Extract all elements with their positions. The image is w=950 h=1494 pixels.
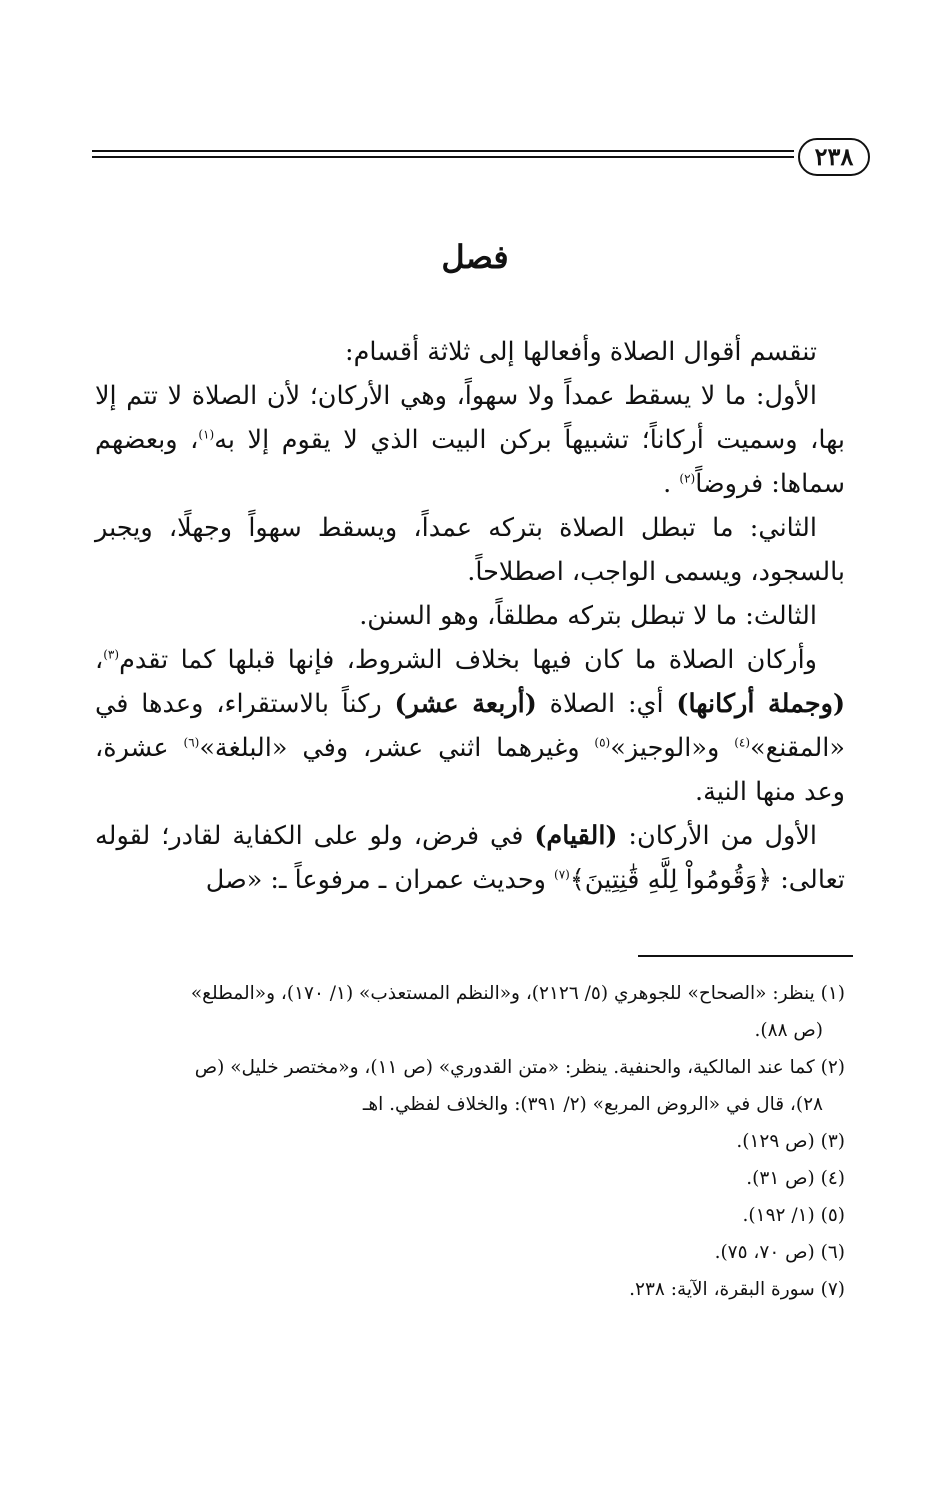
page-header <box>92 138 870 180</box>
text-span: عشرة، وعد منها النية. <box>95 733 845 807</box>
text-span: ، وبعضهم سماها: فروضاً <box>95 425 845 499</box>
footnote-4: (٤) (ص ٣١). <box>746 1168 845 1189</box>
footnote-2-continued: ٢٨)، قال في «الروض المربع» (٢/ ٣٩١): والخلاف لفظي. اهـ <box>362 1094 823 1115</box>
footnote-5: (٥) (١/ ١٩٢). <box>742 1205 845 1226</box>
bold-term: (القيام) <box>534 821 618 851</box>
text-span: الأول من الأركان: <box>617 821 817 851</box>
text-span: ركناً بالاستقراء، وعدها في «المقنع» <box>95 689 845 763</box>
text-span: وأركان الصلاة ما كان فيها بخلاف الشروط، فإنها قبلها كما تقدم <box>119 645 817 675</box>
footnote-ref-3[interactable]: (٣) <box>103 647 120 662</box>
footnote-separator <box>638 955 853 957</box>
footnote-ref-2[interactable]: (٢) <box>679 471 696 486</box>
page-number: ٢٣٨ <box>798 138 870 176</box>
main-text <box>95 330 845 902</box>
footnote-7: (٧) سورة البقرة، الآية: ٢٣٨. <box>629 1279 845 1300</box>
footnotes <box>95 975 845 1308</box>
text-span: أي: الصلاة <box>536 689 677 719</box>
footnote-1: (١) ينظر: «الصحاح» للجوهري (٥/ ٢١٢٦)، و«النظم المستعذب» (١/ ١٧٠)، و«المطلع» <box>190 983 845 1004</box>
footnote-ref-1[interactable]: (١) <box>198 427 215 442</box>
text-span: الأول: ما لا يسقط عمداً ولا سهواً، وهي الأركان؛ لأن الصلاة لا تتم إلا بها، وسميت أركاناً؛ تشبيهاً بركن البيت الذي لا يقوم إلا به <box>95 381 846 455</box>
footnote-3: (٣) (ص ١٢٩). <box>736 1131 845 1152</box>
paragraph-pillars <box>95 638 845 814</box>
text-span: وغيرهما اثني عشر، وفي «البلغة» <box>199 733 595 763</box>
text-span: وحديث عمران ـ مرفوعاً ـ: «صل <box>205 865 555 895</box>
paragraph-standing <box>95 814 845 902</box>
bold-term: (أربعة عشر) <box>394 689 537 719</box>
text-span: . <box>663 469 672 499</box>
paragraph-third-part: الثالث: ما لا تبطل بتركه مطلقاً، وهو السنن. <box>359 601 817 631</box>
text-span: في فرض، ولو على الكفاية لقادر؛ لقوله تعالى: ﴿وَقُومُواْ لِلَّهِ قَٰنِتِينَ﴾ <box>95 821 845 895</box>
section-title: فصل <box>441 238 509 276</box>
footnote-ref-5[interactable]: (٥) <box>594 735 611 750</box>
footnote-ref-4[interactable]: (٤) <box>734 735 751 750</box>
text-span: ، <box>95 645 104 675</box>
footnote-6: (٦) (ص ٧٠، ٧٥). <box>714 1242 845 1263</box>
header-rule <box>92 150 794 158</box>
text-span: و«الوجيز» <box>610 733 735 763</box>
footnote-ref-6[interactable]: (٦) <box>183 735 200 750</box>
bold-term: (وجملة أركانها) <box>676 689 846 719</box>
footnote-1-continued: (ص ٨٨). <box>754 1020 823 1041</box>
footnote-2: (٢) كما عند المالكية، والحنفية. ينظر: «متن القدوري» (ص ١١)، و«مختصر خليل» (ص <box>194 1057 845 1078</box>
paragraph-second-part: الثاني: ما تبطل الصلاة بتركه عمداً، ويسقط سهواً وجهلًا، ويجبر بالسجود، ويسمى الواجب، اصطلاحاً. <box>95 513 845 587</box>
paragraph-intro: تنقسم أقوال الصلاة وأفعالها إلى ثلاثة أقسام: <box>345 337 817 367</box>
footnote-ref-7[interactable]: (٧) <box>554 867 570 882</box>
paragraph-first-part <box>95 374 845 506</box>
